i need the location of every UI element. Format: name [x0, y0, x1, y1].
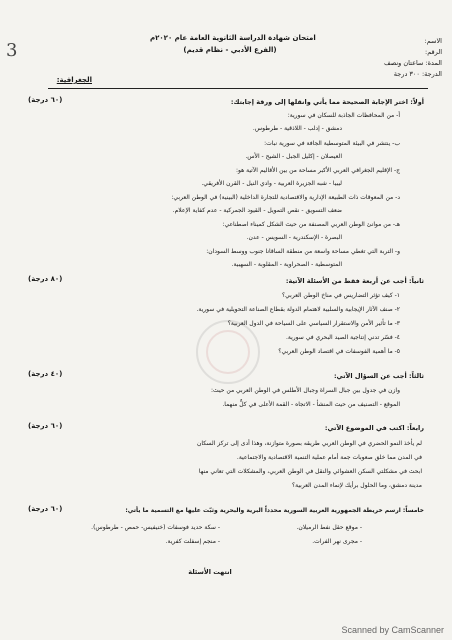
q1-f-options: المتوسطية - الصحراوية - المقلوبة - السهبية. [231, 261, 342, 268]
q2-title: ثانياً: أجب عن أربعة فقط من الأسئلة الآتية: [285, 277, 424, 285]
number-label: الرقم: [425, 48, 442, 56]
grade-label: الدرجة: ٣٠٠ درجة [393, 70, 442, 78]
q1-d-options: ضعف التسويق - نقص التمويل - القيود الجمركية - عدم كفاية الإعلام. [172, 207, 342, 214]
margin-mark: 3 [6, 40, 18, 61]
q2-item-4: ٤- فسّر تدني إنتاجية الصيد البحري في سورية. [285, 334, 400, 341]
duration-label: المدة: ساعتان ونصف [383, 59, 442, 67]
q4-points: (٦٠ درجة) [28, 422, 63, 430]
q1-e-options: البصرة - الإسكندرية - السويس - عدن. [246, 234, 342, 241]
q1-f-stem: و- التربة التي تغطي مساحة واسعة من منطقة الساقانا جنوب ووسط السودان: [206, 248, 400, 255]
q1-d-stem: د- من المعوقات ذات الطبيعة الإدارية والاقتصادية للتجارة الداخلية (البينية) في الوطن العربي: [171, 194, 400, 201]
watermark-stamp-inner [206, 330, 250, 374]
q4-line-4: مدينة دمشق، وما الحلول برأيك لإنماء المدن العربية؟ [291, 482, 422, 489]
q3-line-1: وازن في جدول بين جبال السراة وجبال الأطلس في الوطن العربي من حيث: [211, 387, 400, 394]
q4-line-2: في المدن مما خلق صعوبات جمة أمام عملية التنمية الاقتصادية والاجتماعية. [236, 454, 422, 461]
q5-title: خامساً: ارسم خريطة الجمهورية العربية السورية محدداً البرية والبحرية وثبّت عليها مع التسمية ما يأتي: [125, 507, 424, 514]
q1-a-options: دمشق - إدلب - اللاذقية - طرطوس. [252, 125, 342, 132]
scanner-watermark: Scanned by CamScanner [341, 625, 444, 635]
q1-points: (٦٠ درجة) [28, 96, 63, 104]
q1-c-stem: ج- الإقليم الجغرافي العربي الأكبر مساحة من بين الأقاليم الآتية هو: [235, 167, 400, 174]
q1-c-options: ليبيا - شبه الجزيرة العربية - وادي النيل - القرن الأفريقي. [201, 180, 342, 187]
branch-title: (الفرع الأدبي - نظام قديم) [183, 46, 277, 54]
q5-item-3: - مجرى نهر الفرات. [312, 538, 362, 545]
subject-title: الجغرافية: [56, 76, 92, 84]
q2-item-3: ٣- ما تأثير الأمن والاستقرار السياسي على السياحة في الدول العربية؟ [227, 320, 400, 327]
q2-item-2: ٢- صنف الآثار الإيجابية والسلبية لاهتمام الدولة بقطاع الصناعة التحويلية في سورية. [196, 306, 400, 313]
q2-item-1: ١- كيف تؤثر التضاريس في مناخ الوطن العربي؟ [281, 292, 400, 299]
q1-title: أولاً: اختر الإجابة الصحيحة مما يأتي وانقلها إلى ورقة إجابتك: [230, 98, 424, 106]
q3-line-2: الموقع - التصنيف من حيث المنشأ - الاتجاه - القمة الأعلى في كلٍّ منهما. [222, 401, 400, 408]
exam-title: امتحان شهادة الدراسة الثانوية العامة عام ٢٠٢٠م [150, 34, 316, 42]
q4-line-1: لم يأخذ النمو الحضري في الوطن العربي طريقه بصورة متوازنة، وهذا أدى إلى تركز السكان [197, 440, 422, 447]
q1-b-stem: ب- ينتشر في البيئة المتوسطية الجافة في سورية نبات: [264, 140, 400, 147]
q2-item-5: ٥- ما أهمية الفوسفات في اقتصاد الوطن العربي؟ [278, 348, 400, 355]
q1-a-stem: أ- من المحافظات الجاذبة للسكان في سورية: [287, 112, 400, 119]
q4-title: رابعاً: اكتب في الموضوع الآتي: [324, 424, 424, 432]
q3-points: (٤٠ درجة) [28, 370, 63, 378]
q1-b-options: العيصلان - إكليل الجبل - الشيح - الأس. [245, 153, 342, 160]
q3-title: ثالثاً: أجب عن السؤال الآتي: [333, 372, 424, 380]
name-label: الاسم: [424, 37, 442, 45]
q1-e-stem: هـ- من موانئ الوطن العربي المصنفة من حيث الشكل كميناء اصطناعي: [222, 221, 400, 228]
end-of-questions: انتهت الأسئلة [188, 568, 232, 576]
header-divider [48, 88, 428, 89]
q2-points: (٨٠ درجة) [28, 275, 63, 283]
q4-line-3: ابحث في مشكلتي السكن العشوائي والنقل في الوطن العربي، والمشكلات التي تعاني منها [198, 468, 422, 475]
q5-points: (٦٠ درجة) [28, 505, 63, 513]
q5-item-2: - سكة حديد فوسفات (خنيفيس- حمص - طرطوس). [91, 524, 220, 531]
q5-item-4: - منجم إسفلت كفرية. [165, 538, 220, 545]
q5-item-1: - موقع حقل نفط الرميلان. [296, 524, 362, 531]
